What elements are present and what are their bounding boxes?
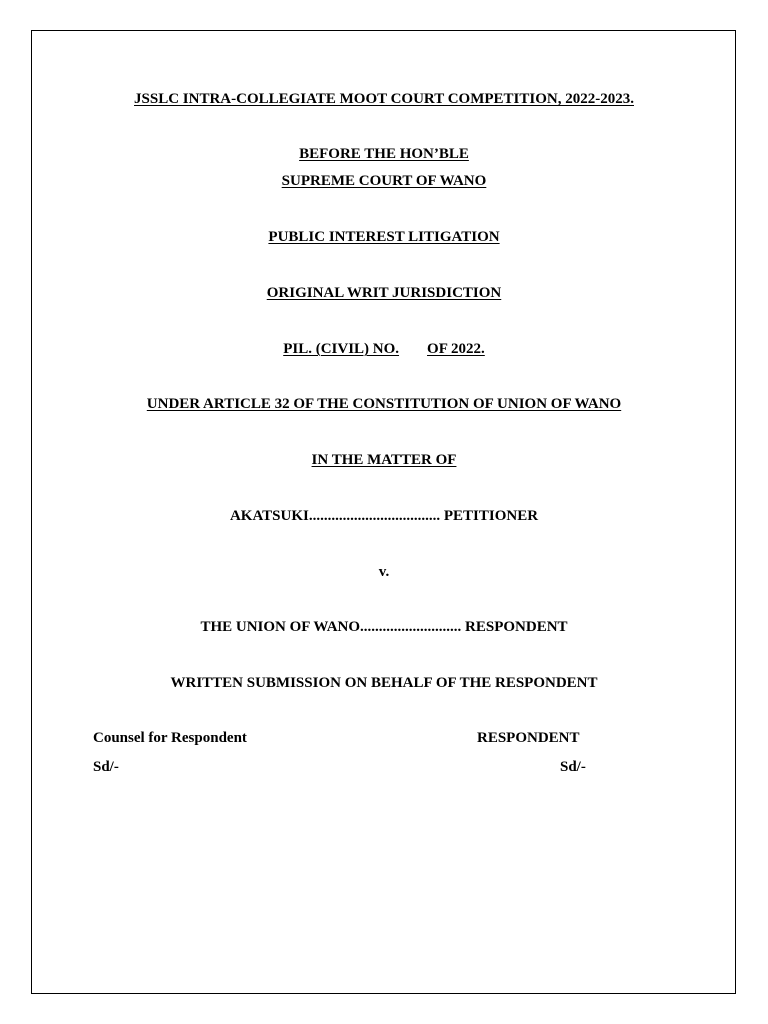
- respondent-label: RESPONDENT: [477, 730, 580, 746]
- versus: v.: [378, 564, 390, 580]
- competition-title: JSSLC INTRA-COLLEGIATE MOOT COURT COMPETITION, 2022-2023.: [134, 91, 634, 107]
- jurisdiction: ORIGINAL WRIT JURISDICTION: [266, 285, 502, 301]
- matter-line: IN THE MATTER OF: [311, 452, 457, 468]
- petition-type: PUBLIC INTEREST LITIGATION: [268, 229, 500, 245]
- respondent-line: THE UNION OF WANO........................... RESPONDENT: [200, 619, 568, 635]
- court-name: SUPREME COURT OF WANO: [281, 173, 487, 189]
- counsel-signature: Sd/-: [93, 759, 119, 775]
- submission-line: WRITTEN SUBMISSION ON BEHALF OF THE RESPONDENT: [170, 675, 598, 691]
- article-line: UNDER ARTICLE 32 OF THE CONSTITUTION OF UNION OF WANO: [146, 396, 622, 412]
- petitioner-line: AKATSUKI................................... PETITIONER: [229, 508, 539, 524]
- pil-suffix: OF 2022.: [427, 341, 485, 357]
- counsel-label: Counsel for Respondent: [93, 730, 247, 746]
- before-line: BEFORE THE HON’BLE: [299, 146, 469, 162]
- respondent-signature: Sd/-: [560, 759, 586, 775]
- pil-prefix: PIL. (CIVIL) NO.: [283, 341, 400, 357]
- pil-number-line: [0, 340, 768, 358]
